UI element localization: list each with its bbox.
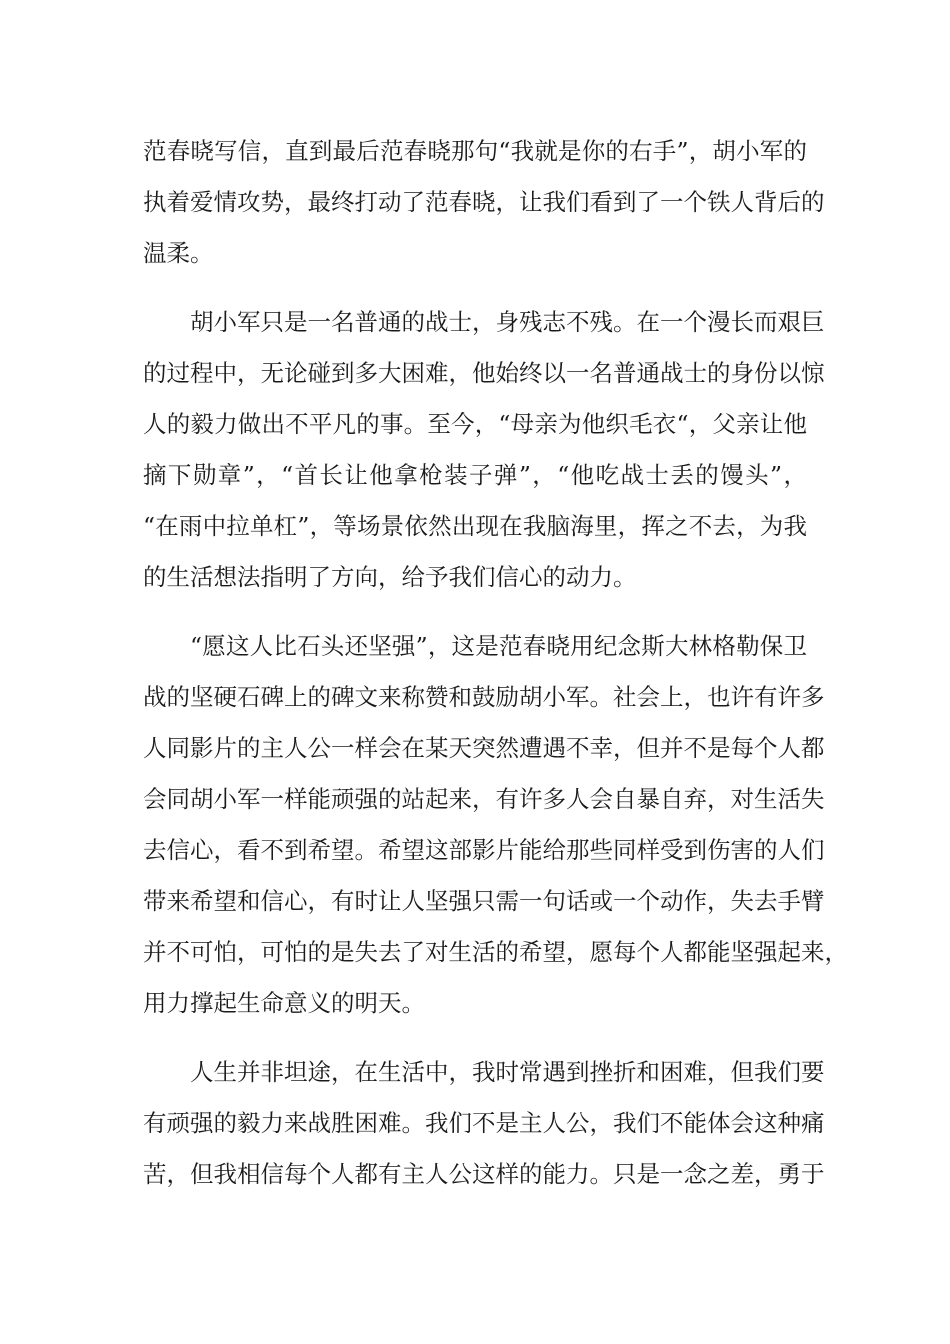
text-line: 会同胡小军一样能顽强的站起来，有许多人会自暴自弃，对生活失 bbox=[143, 785, 825, 813]
text-line: “在雨中拉单杠”，等场景依然出现在我脑海里，挥之不去，为我 bbox=[143, 512, 807, 540]
text-line: 苦，但我相信每个人都有主人公这样的能力。只是一念之差，勇于 bbox=[143, 1160, 825, 1188]
text-line: 人生并非坦途，在生活中，我时常遇到挫折和困难，但我们要 bbox=[190, 1058, 825, 1086]
text-line: 胡小军只是一名普通的战士，身残志不残。在一个漫长而艰巨 bbox=[190, 308, 825, 336]
text-line: 的过程中，无论碰到多大困难，他始终以一名普通战士的身份以惊 bbox=[143, 359, 825, 387]
text-line: 用力撑起生命意义的明天。 bbox=[143, 989, 425, 1017]
text-line: 的生活想法指明了方向，给予我们信心的动力。 bbox=[143, 563, 637, 591]
text-line: 战的坚硬石碑上的碑文来称赞和鼓励胡小军。社会上，也许有许多 bbox=[143, 683, 825, 711]
text-line: 并不可怕，可怕的是失去了对生活的希望，愿每个人都能坚强起来， bbox=[143, 938, 848, 966]
text-line: 有顽强的毅力来战胜困难。我们不是主人公，我们不能体会这种痛 bbox=[143, 1109, 825, 1137]
text-line: 温柔。 bbox=[143, 239, 214, 267]
text-line: 人的毅力做出不平凡的事。至今，“母亲为他织毛衣“，父亲让他 bbox=[143, 410, 807, 438]
text-line: 摘下勋章”，“首长让他拿枪装子弹”，“他吃战士丢的馒头”， bbox=[143, 461, 807, 489]
text-line: 执着爱情攻势，最终打动了范春晓，让我们看到了一个铁人背后的 bbox=[143, 188, 825, 216]
text-line: 人同影片的主人公一样会在某天突然遭遇不幸，但并不是每个人都 bbox=[143, 734, 825, 762]
paragraph-1 bbox=[143, 126, 825, 279]
paragraph-2 bbox=[143, 297, 825, 603]
paragraph-3 bbox=[143, 621, 848, 1029]
text-line: 带来希望和信心，有时让人坚强只需一句话或一个动作，失去手臂 bbox=[143, 887, 825, 915]
paragraph-4 bbox=[143, 1047, 825, 1200]
text-line: 范春晓写信，直到最后范春晓那句“我就是你的右手”，胡小军的 bbox=[143, 137, 807, 165]
document-body bbox=[143, 126, 848, 1200]
text-line: “愿这人比石头还坚强”，这是范春晓用纪念斯大林格勒保卫 bbox=[190, 632, 807, 660]
text-line: 去信心，看不到希望。希望这部影片能给那些同样受到伤害的人们 bbox=[143, 836, 825, 864]
